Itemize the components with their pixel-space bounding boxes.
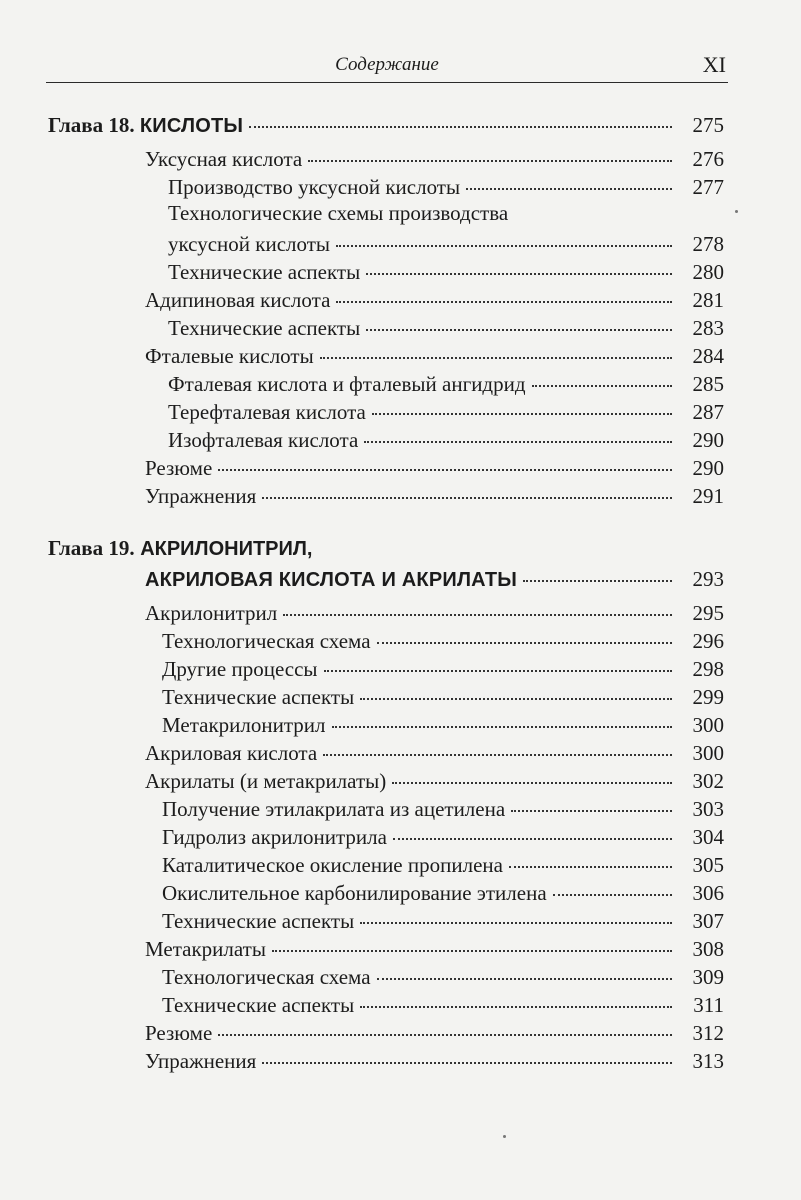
toc-entry: Фталевые кислоты 284 — [145, 341, 724, 369]
dot-leader — [511, 790, 672, 812]
dot-leader — [377, 958, 672, 980]
dot-leader — [466, 168, 672, 190]
toc-entry: Изофталевая кислота 290 — [168, 425, 724, 453]
chapter-number: Глава 18. — [48, 113, 135, 137]
chapter-title: АКРИЛОНИТРИЛ, — [140, 538, 313, 560]
running-head-title: Содержание — [335, 54, 439, 75]
toc-entry: Технические аспекты 307 — [162, 906, 724, 934]
dot-leader — [523, 560, 672, 582]
dot-leader — [393, 818, 672, 840]
dot-leader — [262, 1042, 672, 1064]
toc-entry-continued: Технологические схемы производства — [168, 201, 509, 225]
toc-entry: Резюме 312 — [145, 1018, 724, 1046]
toc-entry: Технические аспекты 280 — [168, 257, 724, 285]
dot-leader — [509, 846, 672, 868]
toc-entry: Акрилаты (и метакрилаты) 302 — [145, 766, 724, 794]
dot-leader — [323, 734, 672, 756]
dot-leader — [324, 650, 672, 672]
dot-leader — [360, 678, 672, 700]
toc-entry: Фталевая кислота и фталевый ангидрид 285 — [168, 369, 724, 397]
toc-entry: Получение этилакрилата из ацетилена 303 — [162, 794, 724, 822]
dot-leader — [336, 281, 672, 303]
chapter-title: КИСЛОТЫ — [139, 115, 244, 137]
dot-leader — [372, 393, 672, 415]
chapter-number: Глава 19. — [48, 536, 135, 560]
toc-entry: уксусной кислоты 278 — [168, 229, 724, 257]
dot-leader — [532, 365, 672, 387]
dot-leader — [332, 706, 672, 728]
dot-leader — [308, 140, 672, 162]
dot-leader — [553, 874, 672, 896]
toc-entry: Производство уксусной кислоты 277 — [168, 172, 724, 200]
dot-leader — [366, 253, 672, 275]
toc-entry: Метакрилаты 308 — [145, 934, 724, 962]
running-head — [46, 52, 728, 83]
print-speck — [503, 1135, 506, 1138]
print-speck — [735, 210, 738, 213]
toc-entry: Другие процессы 298 — [162, 654, 724, 682]
dot-leader — [360, 902, 672, 924]
dot-leader — [218, 449, 672, 471]
toc-entry: Акриловая кислота 300 — [145, 738, 724, 766]
chapter-19-heading-line2 — [145, 564, 724, 592]
toc-entry: Уксусная кислота 276 — [145, 144, 724, 172]
dot-leader — [366, 309, 672, 331]
toc-entry: Окислительное карбонилирование этилена 306 — [162, 878, 724, 906]
chapter-18-heading — [48, 110, 724, 138]
dot-leader — [392, 762, 672, 784]
dot-leader — [320, 337, 672, 359]
toc-entry: Резюме 290 — [145, 453, 724, 481]
toc-entry: Гидролиз акрилонитрила 304 — [162, 822, 724, 850]
dot-leader — [249, 106, 672, 128]
toc-entry: Технические аспекты 311 — [162, 990, 724, 1018]
chapter-title: АКРИЛОВАЯ КИСЛОТА И АКРИЛАТЫ — [145, 569, 518, 591]
toc-entry: Технологическая схема 309 — [162, 962, 724, 990]
chapter-19-heading-line1 — [48, 536, 312, 561]
page-folio: XI — [702, 52, 726, 77]
toc-entry: Технические аспекты 299 — [162, 682, 724, 710]
toc-entry: Упражнения 313 — [145, 1046, 724, 1074]
dot-leader — [283, 594, 672, 616]
dot-leader — [336, 225, 672, 247]
dot-leader — [377, 622, 672, 644]
toc-entry: Акрилонитрил 295 — [145, 598, 724, 626]
dot-leader — [360, 986, 672, 1008]
toc-entry: Технологическая схема 296 — [162, 626, 724, 654]
toc-entry: Метакрилонитрил 300 — [162, 710, 724, 738]
toc-entry: Каталитическое окисление пропилена 305 — [162, 850, 724, 878]
page-number: 293 — [692, 567, 724, 591]
toc-entry: Терефталевая кислота 287 — [168, 397, 724, 425]
toc-entry: Технические аспекты 283 — [168, 313, 724, 341]
toc-entry: Адипиновая кислота 281 — [145, 285, 724, 313]
page-number: 275 — [692, 113, 724, 137]
dot-leader — [218, 1014, 672, 1036]
dot-leader — [272, 930, 672, 952]
toc-entry: Упражнения 291 — [145, 481, 724, 509]
dot-leader — [262, 477, 672, 499]
dot-leader — [364, 421, 672, 443]
